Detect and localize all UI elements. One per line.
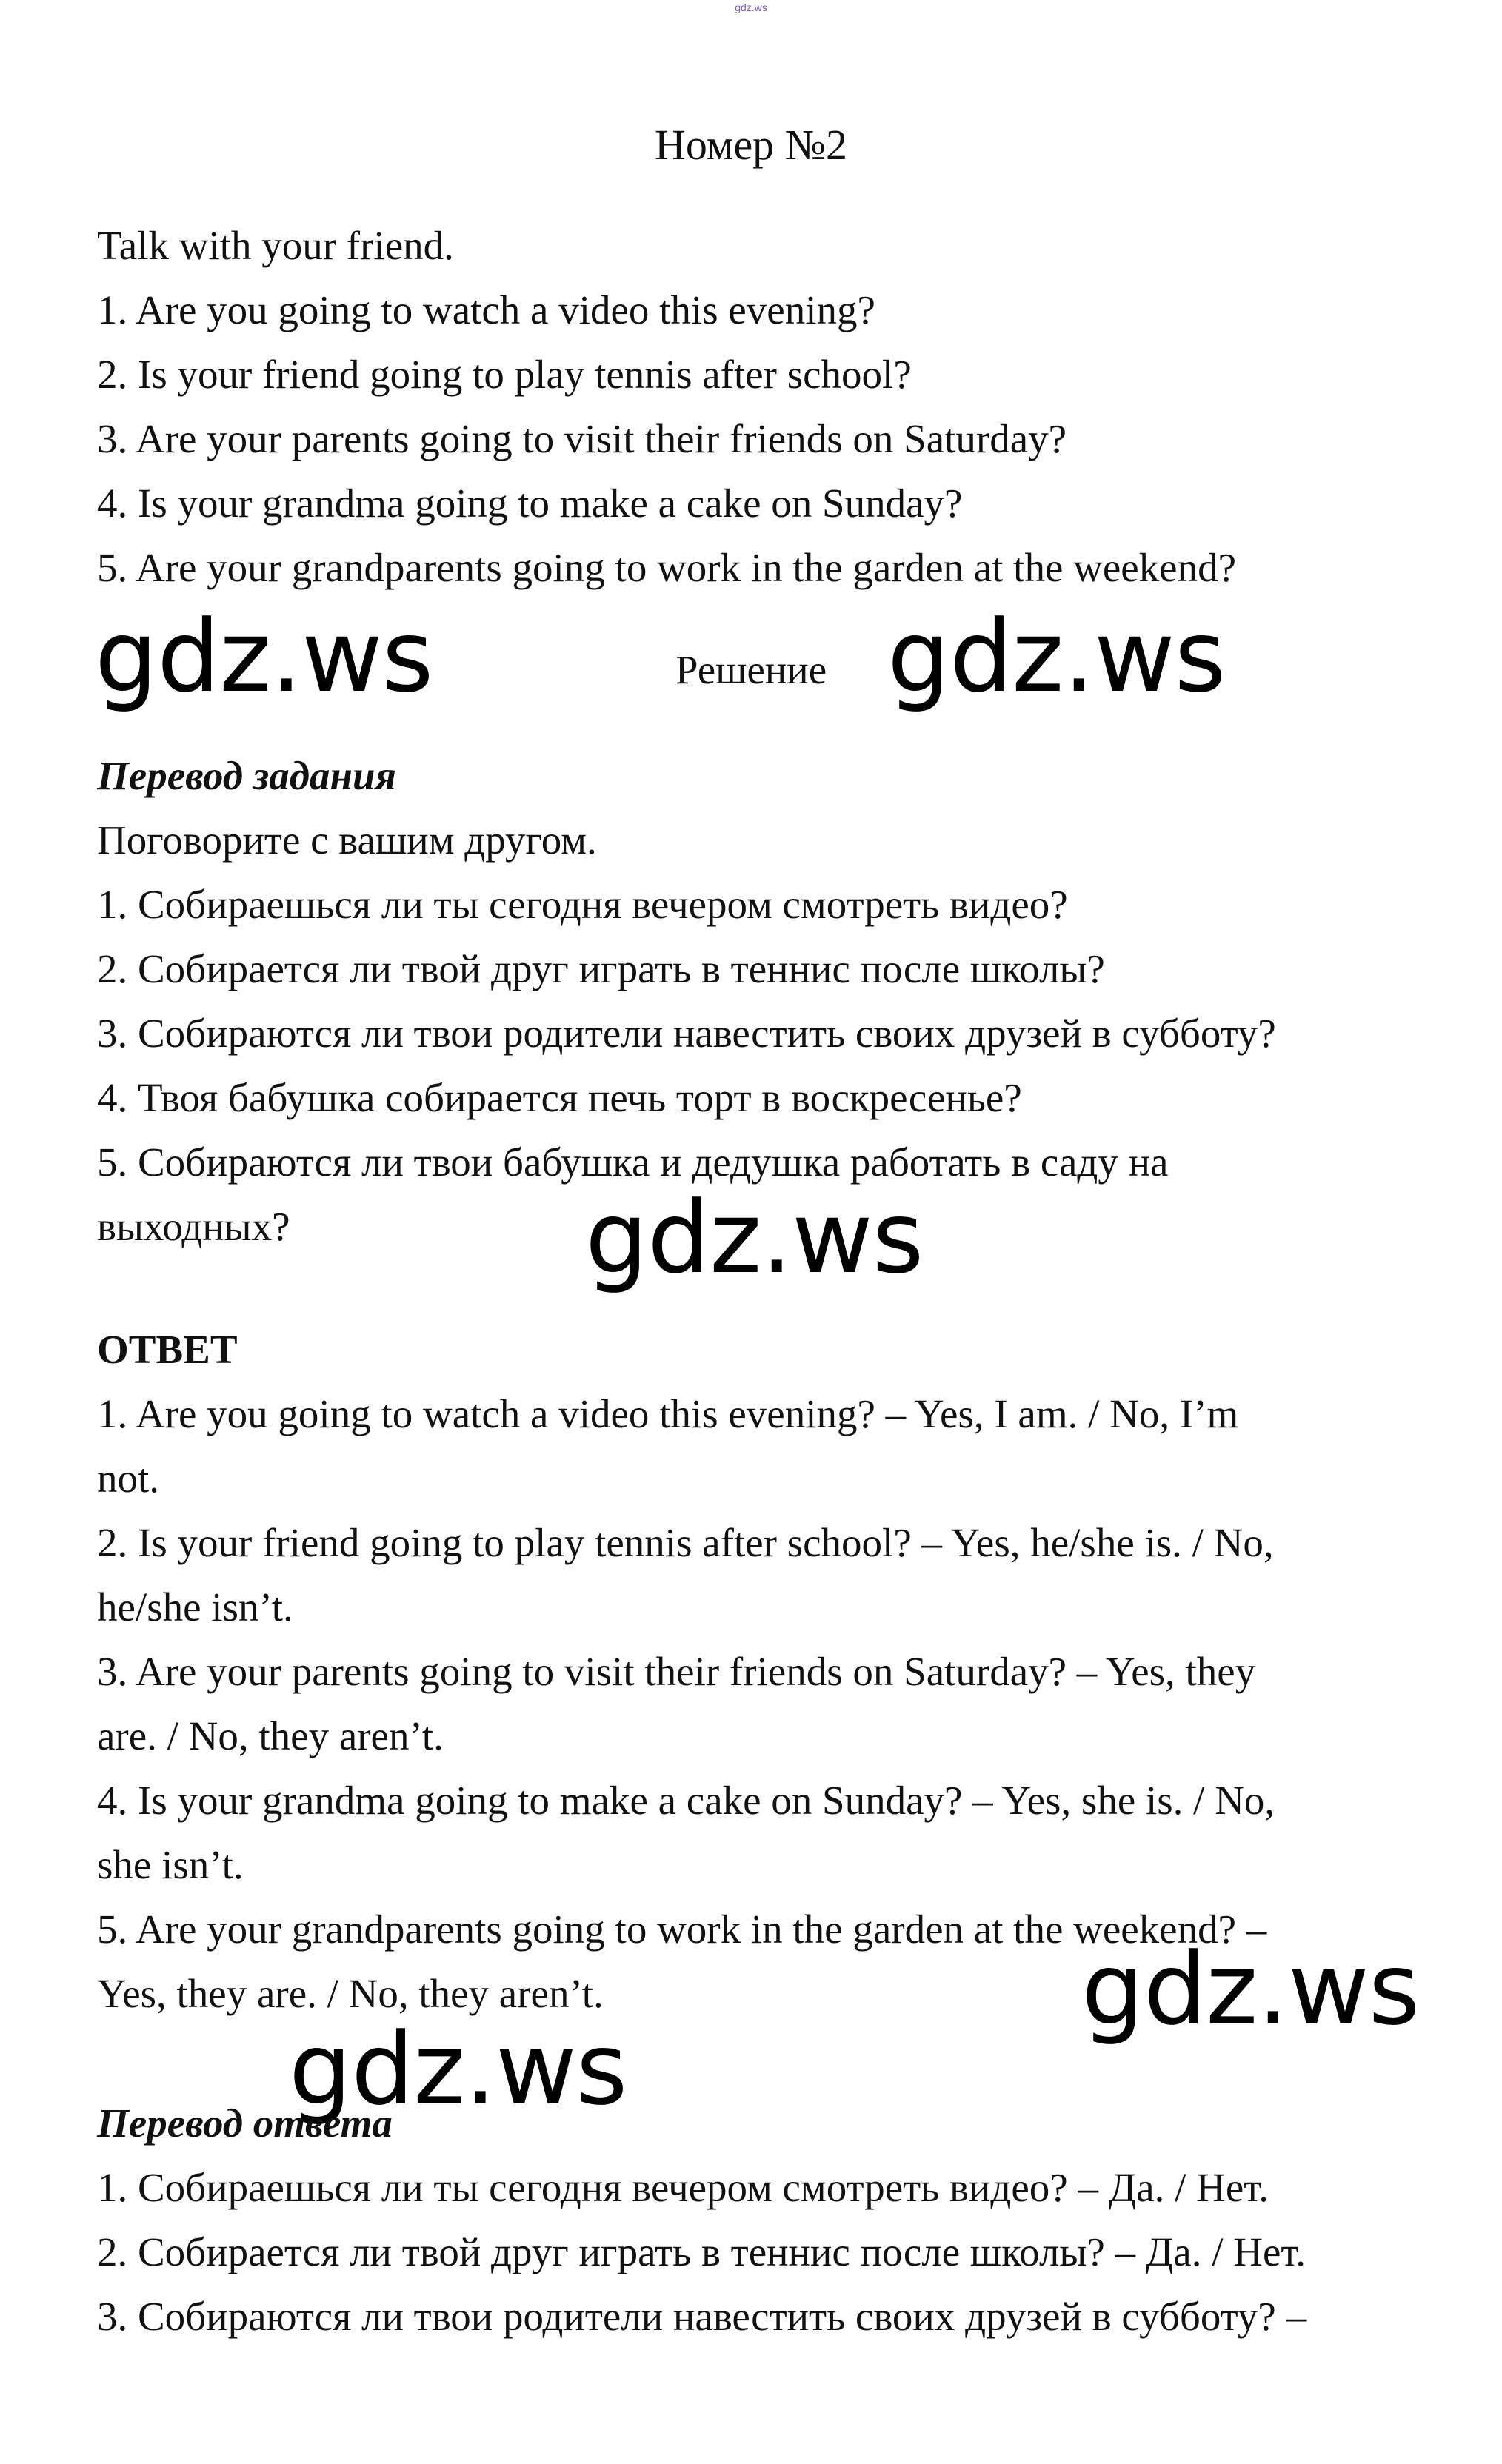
- watermark-2: gdz.ws: [887, 599, 1226, 714]
- translation-task-line-2: 2. Собирается ли твой друг играть в теннис после школы?: [97, 946, 1105, 991]
- answer-line-2: not.: [97, 1456, 160, 1501]
- watermark-1: gdz.ws: [95, 599, 433, 714]
- translation-answer-line-1: 1. Собираешься ли ты сегодня вечером смотреть видео? – Да. / Нет.: [97, 2165, 1269, 2210]
- answer-line-7: 4. Is your grandma going to make a cake on Sunday? – Yes, she is. / No,: [97, 1778, 1275, 1823]
- translation-task-line-6: выходных?: [97, 1204, 290, 1249]
- task-item-1: 1. Are you going to watch a video this evening?: [97, 287, 875, 332]
- answer-line-5: 3. Are your parents going to visit their friends on Saturday? – Yes, they: [97, 1649, 1256, 1694]
- answer-line-10: Yes, they are. / No, they aren’t.: [97, 1971, 604, 2016]
- translation-task-heading: Перевод задания: [97, 753, 396, 798]
- answer-line-4: he/she isn’t.: [97, 1584, 293, 1630]
- answer-line-9: 5. Are your grandparents going to work in the garden at the weekend? –: [97, 1906, 1267, 1952]
- translation-task-intro: Поговорите с вашим другом.: [97, 817, 597, 863]
- translation-answer-line-2: 2. Собирается ли твой друг играть в теннис после школы? – Да. / Нет.: [97, 2229, 1306, 2274]
- task-intro: Talk with your friend.: [97, 223, 454, 268]
- answer-heading: ОТВЕТ: [97, 1327, 238, 1372]
- translation-answer-heading: Перевод ответа: [97, 2100, 393, 2146]
- watermark-4: gdz.ws: [1081, 1932, 1420, 2047]
- solution-label: Решение: [675, 647, 827, 692]
- task-item-4: 4. Is your grandma going to make a cake on Sunday?: [97, 481, 963, 526]
- watermark-3: gdz.ws: [585, 1180, 924, 1296]
- page-title: Номер №2: [654, 121, 848, 169]
- translation-task-line-4: 4. Твоя бабушка собирается печь торт в воскресенье?: [97, 1075, 1022, 1120]
- answer-line-6: are. / No, they aren’t.: [97, 1713, 444, 1758]
- task-item-2: 2. Is your friend going to play tennis after school?: [97, 352, 912, 397]
- answer-line-3: 2. Is your friend going to play tennis after school? – Yes, he/she is. / No,: [97, 1520, 1274, 1565]
- translation-answer-line-3: 3. Собираются ли твои родители навестить своих друзей в субботу? –: [97, 2294, 1307, 2339]
- translation-task-line-5: 5. Собираются ли твои бабушка и дедушка работать в саду на: [97, 1139, 1169, 1185]
- task-item-3: 3. Are your parents going to visit their friends on Saturday?: [97, 416, 1067, 461]
- translation-task-line-3: 3. Собираются ли твои родители навестить своих друзей в субботу?: [97, 1011, 1276, 1056]
- answer-line-8: she isn’t.: [97, 1842, 244, 1887]
- watermark-5: gdz.ws: [289, 2012, 627, 2127]
- translation-task-line-1: 1. Собираешься ли ты сегодня вечером смотреть видео?: [97, 882, 1068, 927]
- top-watermark: gdz.ws: [735, 1, 767, 13]
- answer-line-1: 1. Are you going to watch a video this evening? – Yes, I am. / No, I’m: [97, 1391, 1239, 1436]
- task-item-5: 5. Are your grandparents going to work in the garden at the weekend?: [97, 545, 1236, 590]
